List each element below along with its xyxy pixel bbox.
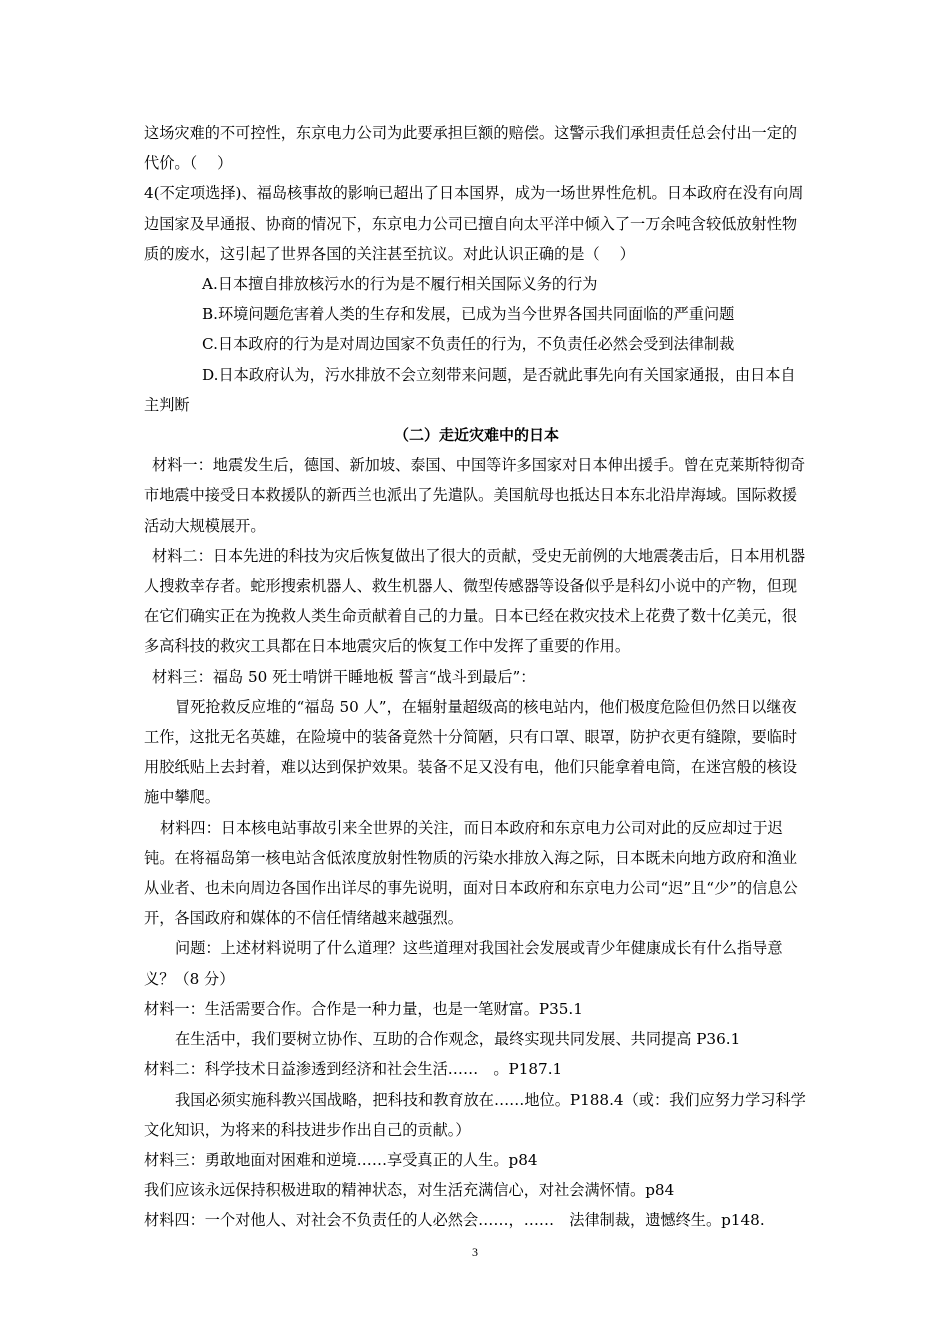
document-body bbox=[144, 118, 809, 1236]
answer-3: 材料三：勇敢地面对困难和逆境……享受真正的人生。p84 bbox=[144, 1150, 538, 1169]
answer-1b: 在生活中，我们要树立协作、互助的合作观念，最终实现共同发展、共同提高 P36.1 bbox=[175, 1030, 741, 1049]
material-3-body: 冒死抢救反应堆的“福岛 50 人”，在辐射量超级高的核电站内，他们极度危险但仍然日以继夜工作，这批无名英雄，在险境中的装备竟然十分简陋，只有口罩、眼罩，防护衣更有缝隙，要临时用胶纸贴上去封着，难以达到保护效果。装备不足又没有电，他们只能拿着电筒，在迷宫般的核设施中攀爬。 bbox=[144, 697, 798, 807]
section-title: （二）走近灾难中的日本 bbox=[393, 426, 559, 445]
answer-3b: 我们应该永远保持积极进取的精神状态，对生活充满信心，对社会满怀情。p84 bbox=[144, 1181, 675, 1200]
material-2: 材料二：日本先进的科技为灾后恢复做出了很大的贡献，受史无前例的大地震袭击后，日本用机器人搜救幸存者。蛇形搜索机器人、救生机器人、微型传感器等设备似乎是科幻小说中的产物，但现在它们确实正在为挽救人类生命贡献着自己的力量。日本已经在救灾技术上花费了数十亿美元，很多高科技的救灾工具都在日本地震灾后的恢复工作中发挥了重要的作用。 bbox=[144, 546, 806, 656]
option-b: B.环境问题危害着人类的生存和发展，已成为当今世界各国共同面临的严重问题 bbox=[202, 305, 735, 324]
answer-2b: 我国必须实施科教兴国战略，把科技和教育放在……地位。P188.4（或：我们应努力学习科学文化知识，为将来的科技进步作出自己的贡献。） bbox=[144, 1090, 806, 1139]
answer-2: 材料二：科学技术日益渗透到经济和社会生活…… 。P187.1 bbox=[144, 1060, 563, 1079]
material-4: 材料四：日本核电站事故引来全世界的关注，而日本政府和东京电力公司对此的反应却过于迟钝。在将福岛第一核电站含低浓度放射性物质的污染水排放入海之际，日本既未向地方政府和渔业从业者、也未向周边各国作出详尽的事先说明，面对日本政府和东京电力公司“迟”且“少”的信息公开，各国政府和媒体的不信任情绪越来越强烈。 bbox=[144, 818, 798, 928]
option-d: D.日本政府认为，污水排放不会立刻带来问题，是否就此事先向有关国家通报，由日本自主判断 bbox=[144, 365, 796, 414]
page-number: 3 bbox=[472, 1245, 478, 1259]
question-4: 4(不定项选择)、福岛核事故的影响已超出了日本国界，成为一场世界性危机。日本政府在没有向周边国家及早通报、协商的情况下，东京电力公司已擅自向太平洋中倾入了一万余吨含较低放射性物质的废水，这引起了世界各国的关注甚至抗议。对此认识正确的是（ ） bbox=[144, 184, 804, 263]
answer-4: 材料四：一个对他人、对社会不负责任的人必然会……，…… 法律制裁，遗憾终生。p148. bbox=[144, 1211, 765, 1230]
material-3-title: 材料三：福岛 50 死士啃饼干睡地板 誓言“战斗到最后”： bbox=[152, 667, 536, 686]
text-line: 这场灾难的不可控性，东京电力公司为此要承担巨额的赔偿。这警示我们承担责任总会付出一定的代价。（ ） bbox=[144, 124, 798, 173]
option-a: A.日本擅自排放核污水的行为是不履行相关国际义务的行为 bbox=[202, 275, 598, 294]
question: 问题：上述材料说明了什么道理？这些道理对我国社会发展或青少年健康成长有什么指导意义？（8 分） bbox=[144, 939, 783, 988]
answer-1: 材料一：生活需要合作。合作是一种力量，也是一笔财富。P35.1 bbox=[144, 999, 583, 1018]
option-c: C.日本政府的行为是对周边国家不负责任的行为，不负责任必然会受到法律制裁 bbox=[202, 335, 735, 354]
material-1: 材料一：地震发生后，德国、新加坡、泰国、中国等许多国家对日本伸出援手。曾在克莱斯特彻奇市地震中接受日本救援队的新西兰也派出了先遣队。美国航母也抵达日本东北沿岸海域。国际救援活动大规模展开。 bbox=[144, 456, 806, 535]
